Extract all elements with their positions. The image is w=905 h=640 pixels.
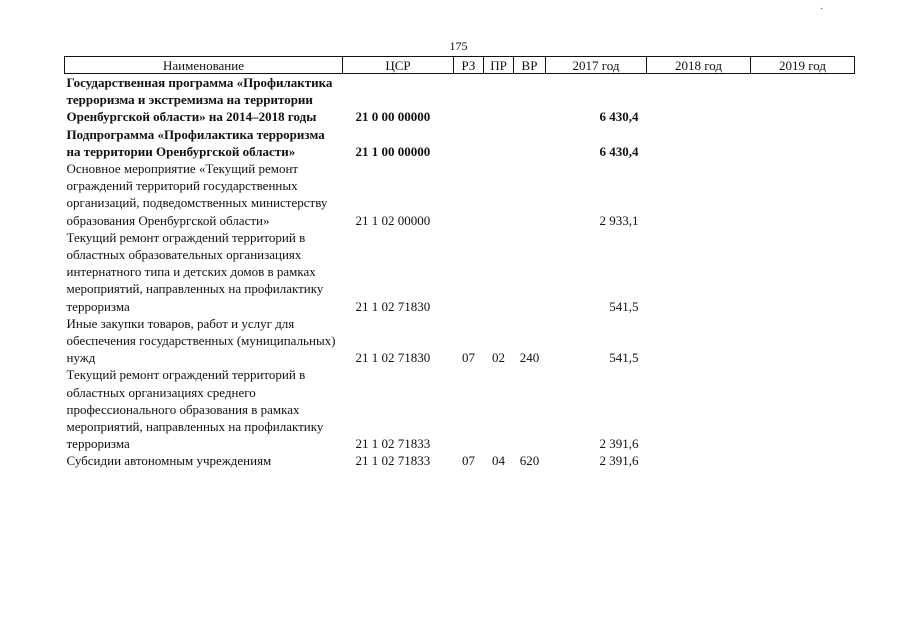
table-row <box>65 74 855 126</box>
header-vr: ВР <box>514 57 546 74</box>
row-rz <box>454 160 484 229</box>
row-vr <box>514 366 546 452</box>
row-name: Текущий ремонт ограждений территорий в областных образовательных организациях интернатного типа и детских домов в рамках мероприятий, направленных на профилактику терроризма <box>66 229 324 314</box>
row-vr <box>514 74 546 126</box>
row-pr <box>484 74 514 126</box>
row-2019 <box>751 366 855 452</box>
row-pr <box>484 366 514 452</box>
row-name: Государственная программа «Профилактика терроризма и экстремизма на территории Оренбургской области» на 2014–2018 годы <box>66 75 333 125</box>
header-2019: 2019 год <box>751 57 855 74</box>
row-2018 <box>647 126 751 160</box>
row-pr: 02 <box>492 350 505 366</box>
row-name: Субсидии автономным учреждениям <box>66 453 272 469</box>
table-row <box>65 160 855 229</box>
header-pr: ПР <box>484 57 514 74</box>
row-csr: 21 1 02 71830 <box>355 350 431 366</box>
header-rz: РЗ <box>454 57 484 74</box>
row-csr: 21 1 02 00000 <box>355 212 431 228</box>
row-name: Подпрограмма «Профилактика терроризма на территории Оренбургской области» <box>66 126 325 159</box>
row-vr: 620 <box>519 453 540 469</box>
row-rz: 07 <box>462 350 475 366</box>
table-row <box>65 315 855 367</box>
row-rz <box>454 366 484 452</box>
row-2019 <box>751 315 855 367</box>
row-rz <box>454 74 484 126</box>
table-row <box>65 229 855 315</box>
row-name: Иные закупки товаров, работ и услуг для обеспечения государственных (муниципальных) нужд <box>66 315 336 366</box>
row-vr <box>514 160 546 229</box>
row-vr <box>514 229 546 315</box>
row-2018 <box>647 160 751 229</box>
row-2018 <box>647 229 751 315</box>
row-2018 <box>647 315 751 367</box>
row-2017: 2 391,6 <box>599 436 639 452</box>
table-row <box>65 366 855 452</box>
row-2019 <box>751 126 855 160</box>
header-2017: 2017 год <box>546 57 647 74</box>
row-csr: 21 1 02 71833 <box>355 453 431 469</box>
table-header <box>65 57 855 74</box>
row-pr: 04 <box>492 453 505 469</box>
row-pr <box>484 126 514 160</box>
row-2017: 2 391,6 <box>599 453 639 469</box>
table-row <box>65 452 855 469</box>
row-2017: 2 933,1 <box>599 212 639 228</box>
row-2019 <box>751 229 855 315</box>
row-2018 <box>647 74 751 126</box>
budget-table <box>64 56 855 470</box>
header-name: Наименование <box>65 57 343 74</box>
row-2017: 541,5 <box>609 350 639 366</box>
row-name: Текущий ремонт ограждений территорий в областных организациях среднего профессионального образования в рамках мероприятий, направленных на профилактику терроризма <box>66 367 324 452</box>
corner-mark: · <box>820 4 824 15</box>
row-2018 <box>647 366 751 452</box>
row-2017: 6 430,4 <box>599 143 639 159</box>
row-vr <box>514 126 546 160</box>
row-2019 <box>751 160 855 229</box>
row-2019 <box>751 452 855 469</box>
row-csr: 21 0 00 00000 <box>355 109 431 125</box>
header-csr: ЦСР <box>343 57 454 74</box>
row-2019 <box>751 74 855 126</box>
header-2018: 2018 год <box>647 57 751 74</box>
table-body <box>65 74 855 470</box>
row-rz: 07 <box>462 453 475 469</box>
page-number: 175 <box>449 39 468 53</box>
row-vr: 240 <box>519 350 540 366</box>
row-2017: 541,5 <box>609 298 639 314</box>
row-rz <box>454 229 484 315</box>
row-name: Основное мероприятие «Текущий ремонт ограждений территорий государственных организаций, подведомственных министерству образования Оренбургской области» <box>66 161 328 228</box>
table-row <box>65 126 855 160</box>
row-2018 <box>647 452 751 469</box>
row-csr: 21 1 02 71833 <box>355 436 431 452</box>
row-rz <box>454 126 484 160</box>
row-csr: 21 1 00 00000 <box>355 143 431 159</box>
row-csr: 21 1 02 71830 <box>355 298 431 314</box>
row-2017: 6 430,4 <box>599 109 639 125</box>
row-pr <box>484 229 514 315</box>
row-pr <box>484 160 514 229</box>
